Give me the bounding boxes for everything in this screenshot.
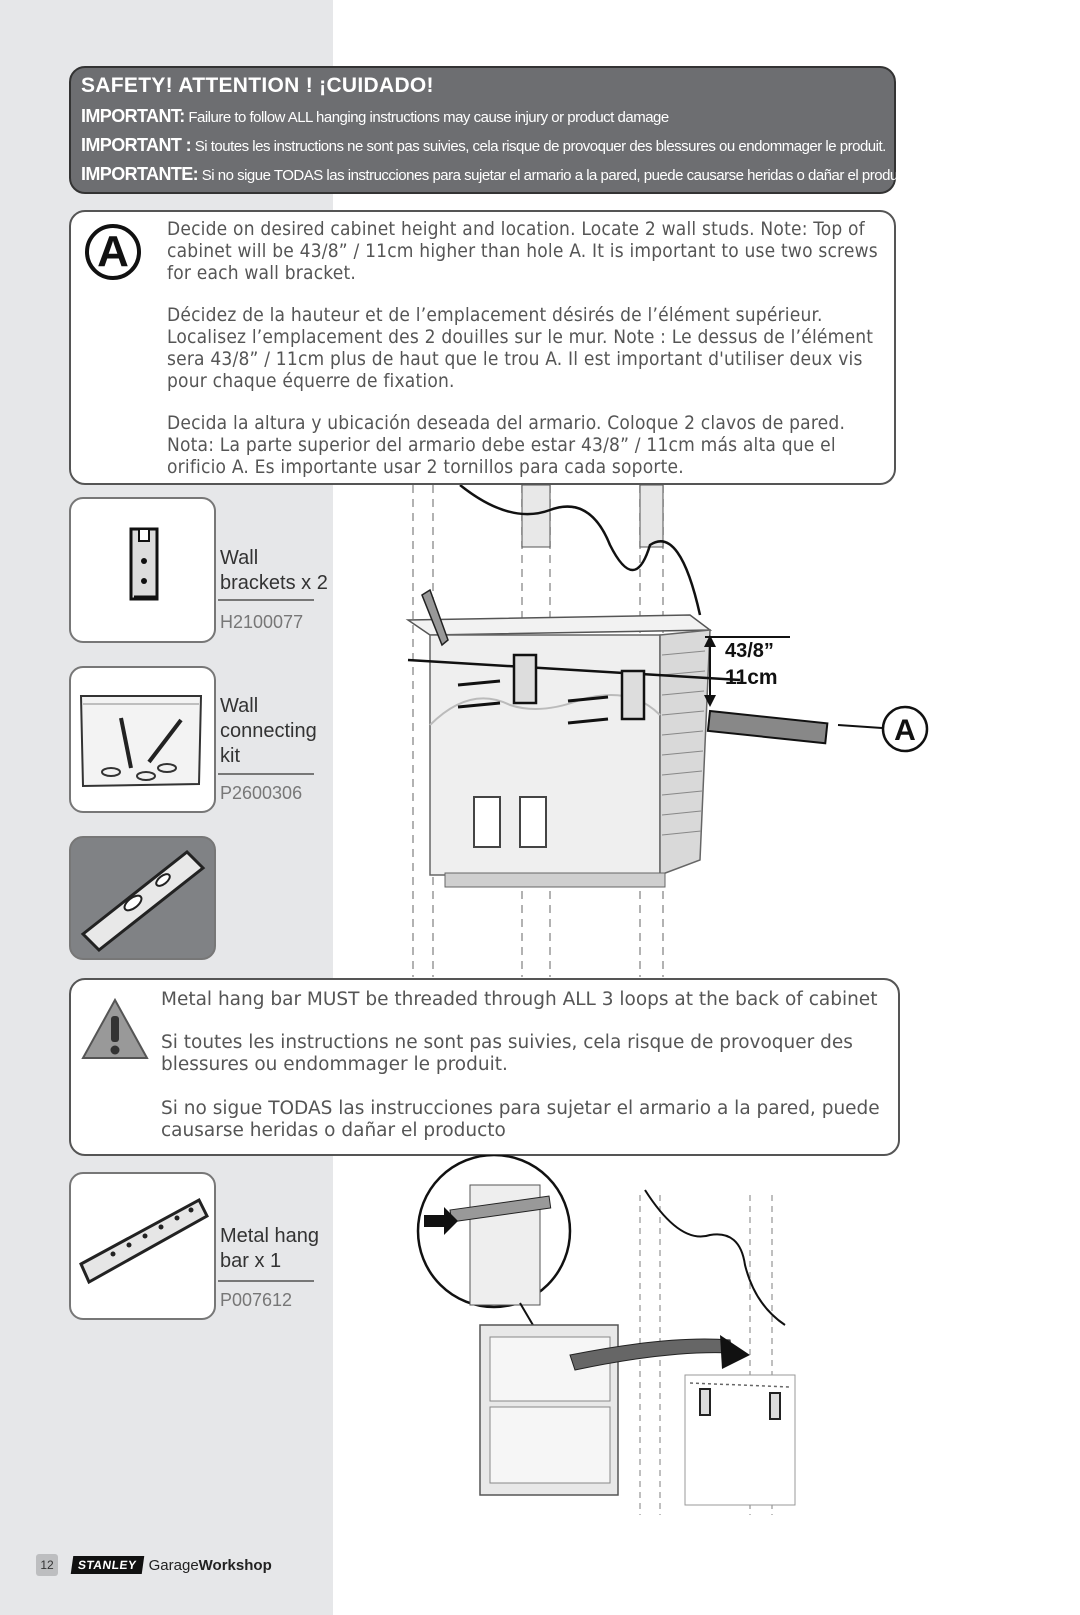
step-a-text-es: Decida la altura y ubicación deseada del armario. Coloque 2 clavos de pared. Nota: La parte superior del armario debe estar 43/8” / 11cm más alta que el orificio A. Es importante usar 2 tornillos para cada soporte. bbox=[167, 412, 846, 478]
level-tool-icon bbox=[71, 838, 214, 958]
part-name-hang-bar: Metal hang bar x 1 bbox=[220, 1225, 319, 1272]
hole-a-label: A bbox=[894, 714, 916, 747]
step-a-text-fr: Décidez de la hauteur et de l’emplacement désirés de l’élément supérieur. Localisez l’emplacement des 2 douilles sur le mur. Note : Le dessus de l’élément sera 43/8” / 11cm plus de haut que le trou A. Il est important d'utiliser deux vis pour chaque équerre de fixation. bbox=[167, 304, 874, 392]
warning-text-es: Si no sigue TODAS las instrucciones para sujetar el armario a la pared, puede causarse heridas o dañar el producto bbox=[161, 1098, 880, 1141]
divider bbox=[218, 599, 314, 601]
part-card-connecting-kit bbox=[69, 666, 216, 813]
part-code-hang-bar: P007612 bbox=[220, 1290, 293, 1310]
measurement-inches: 43/8” bbox=[725, 640, 774, 662]
part-card-hang-bar bbox=[69, 1172, 216, 1320]
safety-title: SAFETY! ATTENTION ! ¡CUIDADO! bbox=[81, 74, 434, 97]
stanley-logo: STANLEY bbox=[71, 1556, 144, 1574]
warning-box bbox=[69, 978, 900, 1156]
product-line: GarageWorkshop bbox=[148, 1556, 272, 1574]
screw-bag-icon bbox=[71, 668, 214, 811]
warning-text-fr: Si toutes les instructions ne sont pas suivies, cela risque de provoquer des blessures ou endommager le produit. bbox=[161, 1032, 853, 1075]
part-name-wall-brackets: Wall brackets x 2 bbox=[220, 547, 328, 594]
safety-line-en: IMPORTANT: Failure to follow ALL hanging instructions may cause injury or product damage bbox=[81, 106, 669, 126]
hang-bar-installation-diagram bbox=[410, 1155, 830, 1515]
safety-line-fr: IMPORTANT : Si toutes les instructions ne sont pas suivies, cela risque de provoquer des blessures ou endommager le produit. bbox=[81, 135, 886, 155]
bracket-installation-diagram bbox=[400, 485, 940, 977]
step-a-text-en: Decide on desired cabinet height and location. Locate 2 wall studs. Note: Top of cabinet will be 43/8” / 11cm higher than hole A. It is important to use two screws for each wall bracket. bbox=[167, 218, 878, 284]
warning-icon bbox=[79, 996, 151, 1062]
part-name-connecting-kit: Wall connecting kit bbox=[220, 695, 317, 767]
wall-bracket-icon bbox=[71, 499, 214, 641]
measurement-cm: 11cm bbox=[725, 666, 778, 689]
level-tool-card bbox=[69, 836, 216, 960]
part-card-wall-brackets bbox=[69, 497, 216, 643]
divider bbox=[218, 1280, 314, 1282]
part-code-wall-brackets: H2100077 bbox=[220, 612, 304, 632]
step-a-box bbox=[69, 210, 896, 485]
part-code-connecting-kit: P2600306 bbox=[220, 783, 303, 803]
step-a-marker: A bbox=[85, 224, 141, 280]
warning-text-en: Metal hang bar MUST be threaded through ALL 3 loops at the back of cabinet bbox=[161, 989, 878, 1010]
safety-banner bbox=[69, 66, 917, 194]
page-number: 12 bbox=[36, 1554, 58, 1576]
page-footer bbox=[36, 1553, 272, 1577]
hang-bar-icon bbox=[71, 1174, 214, 1318]
safety-line-es: IMPORTANTE: Si no sigue TODAS las instrucciones para sujetar el armario a la pared, puede causarse heridas o dañar el producto bbox=[81, 164, 917, 184]
divider bbox=[218, 773, 314, 775]
